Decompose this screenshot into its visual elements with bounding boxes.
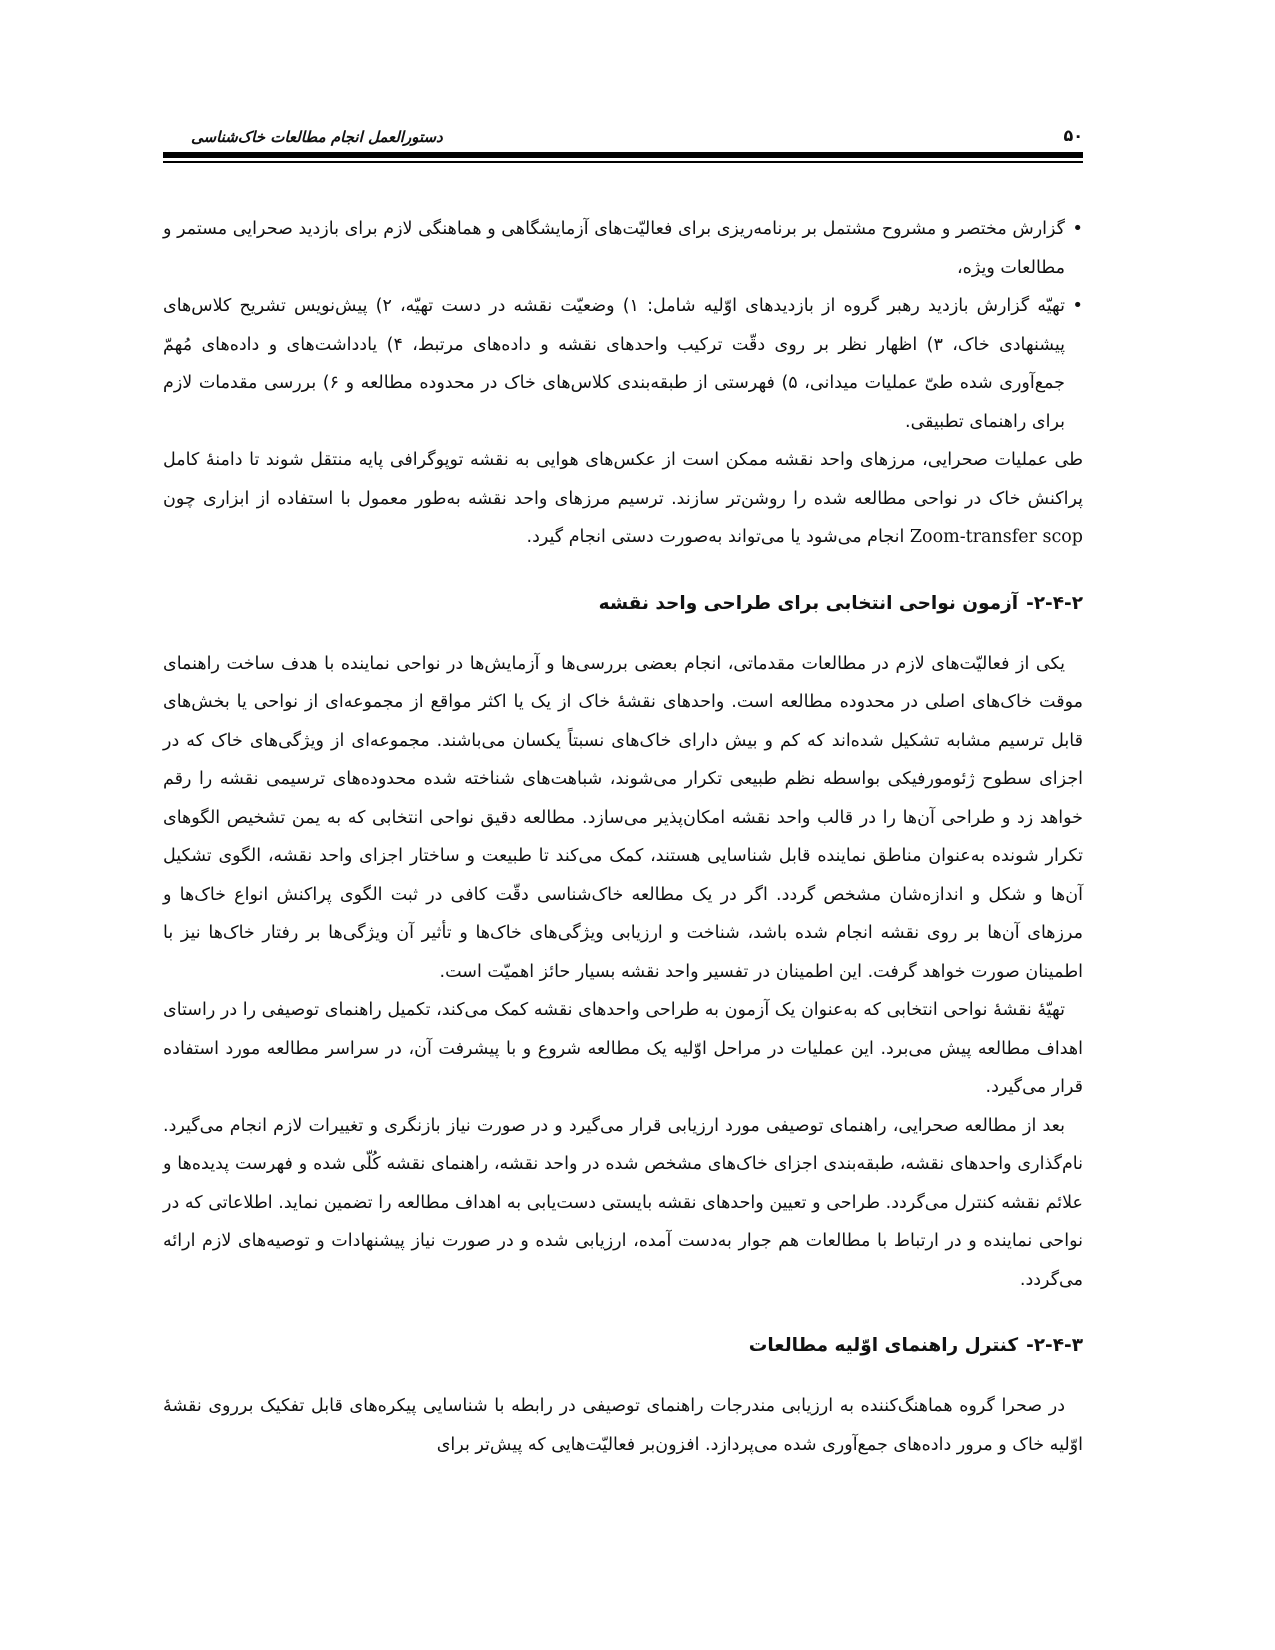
header-rule-thin [163, 161, 1083, 163]
bullet-list [163, 210, 1083, 441]
paragraph: یکی از فعالیّت‌های لازم در مطالعات مقدماتی، انجام بعضی بررسی‌ها و آزمایش‌ها در نواحی نماینده با هدف ساخت راهنمای موقت خاک‌های اصلی در محدوده مطالعه است. واحدهای نقشهٔ خاک از یک یا اکثر مواقع از مجموعه‌ای از نواحی یا بخش‌های قابل ترسیم مشابه تشکیل شده‌اند که کم و بیش دارای خاک‌های نسبتاً یکسان می‌باشند. مجموعه‌ای از ویژگی‌های خاک که در اجزای سطوح ژئومورفیکی بواسطه نظم طبیعی تکرار می‌شوند، شباهت‌های شناخته شده محدوده‌های ترسیمی نقشه را رقم خواهد زد و طراحی آن‌ها را در قالب واحد نقشه امکان‌پذیر می‌سازد. مطالعه دقیق نواحی انتخابی که به یمن تشخیص الگوهای تکرار شونده به‌عنوان مناطق نماینده قابل شناسایی هستند، کمک می‌کند تا طبیعت و ساختار اجزای واحد نقشه، الگوی تشکیل آن‌ها و شکل و اندازه‌شان مشخص گردد. اگر در یک مطالعه خاک‌شناسی دقّت کافی در ثبت الگوی پراکنش انواع خاک‌ها و مرزهای آن‌ها بر روی نقشه انجام شده باشد، شناخت و ارزیابی ویژگی‌های خاک‌ها و تأثیر آن ویژگی‌ها بر رفتار خاک‌ها نیز با اطمینان صورت خواهد گرفت. این اطمینان در تفسیر واحد نقشه بسیار حائز اهمیّت است. [163, 653, 1083, 982]
paragraph: تهیّهٔ نقشهٔ نواحی انتخابی که به‌عنوان یک آزمون به طراحی واحدهای نقشه کمک می‌کند، تکمیل راهنمای توصیفی را در راستای اهداف مطالعه پیش می‌برد. این عملیات در مراحل اوّلیه یک مطالعه شروع و با پیشرفت آن، در سراسر مطالعه مورد استفاده قرار می‌گیرد. [163, 1000, 1083, 1097]
section-number: ۲-۴-۳- [1026, 1335, 1083, 1356]
bullet-item [163, 210, 1083, 287]
section-heading [163, 1327, 1083, 1365]
paragraph: در صحرا گروه هماهنگ‌کننده به ارزیابی مندرجات راهنمای توصیفی در رابطه با شناسایی پیکره‌های قابل تفکیک برروی نقشهٔ اوّلیه خاک و مرور داده‌های جمع‌آوری شده می‌پردازد. افزون‌بر فعالیّت‌هایی که پیش‌تر برای [163, 1396, 1083, 1455]
section-title: کنترل راهنمای اوّلیه مطالعات [748, 1335, 1019, 1356]
running-title: دستورالعمل انجام مطالعات خاک‌شناسی [191, 128, 443, 146]
bullet-dot-icon: • [1072, 218, 1083, 239]
section-heading [163, 585, 1083, 623]
paragraph: بعد از مطالعه صحرایی، راهنمای توصیفی مورد ارزیابی قرار می‌گیرد و در صورت نیاز بازنگری و تغییرات لازم انجام می‌گیرد. نام‌گذاری واحدهای نقشه، طبقه‌بندی اجزای خاک‌های مشخص شده در واحد نقشه، راهنمای نقشه کُلّی شده و فهرست پدیده‌ها و علائم نقشه کنترل می‌گردد. طراحی و تعیین واحدهای نقشه بایستی دست‌یابی به اهداف مطالعه را تضمین نماید. اطلاعاتی که در نواحی نماینده و در ارتباط با مطالعات هم جوار به‌دست آمده، ارزیابی شده و در صورت نیاز پیشنهادات و توصیه‌های لازم ارائه می‌گردد. [163, 1115, 1083, 1290]
page-header [163, 126, 1083, 148]
paragraph-text: انجام می‌شود یا می‌تواند به‌صورت دستی انجام گیرد. [526, 527, 910, 547]
bullet-text: تهیّه گزارش بازدید رهبر گروه از بازدیدهای اوّلیه شامل: ۱) وضعیّت نقشه در دست تهیّه، ۲) پیش‌نویس تشریح کلاس‌های پیشنهادی خاک، ۳) اظهار نظر بر روی دقّت ترکیب واحدهای نقشه و داده‌های مرتبط، ۴) یادداشت‌های و داده‌های مُهمّ جمع‌آوری شده طیّ عملیات میدانی، ۵) فهرستی از طبقه‌بندی کلاس‌های خاک در محدوده مطالعه و ۶) بررسی مقدمات لازم برای راهنمای تطبیقی. [163, 296, 1065, 432]
section-title: آزمون نواحی انتخابی برای طراحی واحد نقشه [598, 592, 1019, 614]
bullet-text: گزارش مختصر و مشروح مشتمل بر برنامه‌ریزی برای فعالیّت‌های آزمایشگاهی و هماهنگی لازم برای بازدید صحرایی مستمر و مطالعات ویژه، [163, 219, 1065, 278]
header-rule-thick [163, 152, 1083, 158]
section-number: ۲-۴-۲- [1026, 592, 1083, 614]
instrument-name: Zoom-transfer scop [909, 527, 1083, 547]
body-text [163, 210, 1083, 1464]
bullet-dot-icon: • [1072, 295, 1083, 316]
bullet-item [163, 287, 1083, 441]
paragraph-text: طی عملیات صحرایی، مرزهای واحد نقشه ممکن است از عکس‌های هوایی به نقشه توپوگرافی پایه منتقل شوند تا دامنهٔ کامل پراکنش خاک در نواحی مطالعه شده را روشن‌تر سازند. ترسیم مرزهای واحد نقشه به‌طور معمول با استفاده از ابزاری چون [163, 450, 1083, 509]
page-number: ۵۰ [1063, 126, 1083, 145]
paragraph [163, 441, 1083, 557]
